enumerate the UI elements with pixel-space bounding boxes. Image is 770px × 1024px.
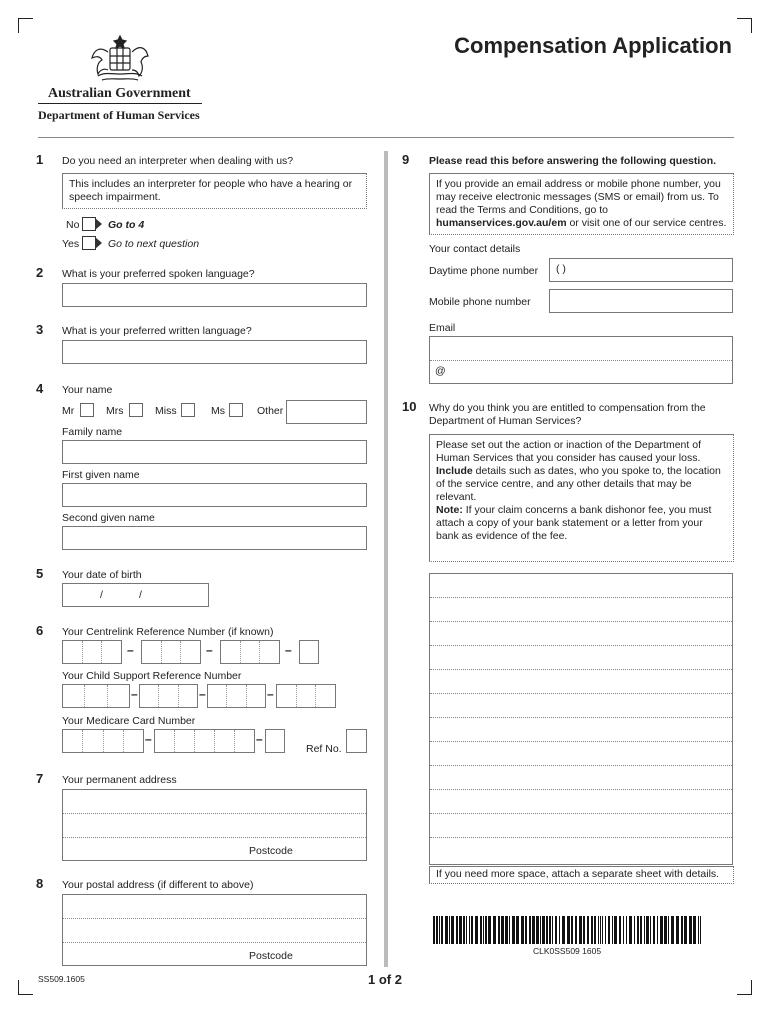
- q2-number: 2: [36, 265, 44, 280]
- email-label: Email: [429, 322, 456, 334]
- barcode-bar: [466, 916, 467, 944]
- barcode-bar: [456, 916, 458, 944]
- q6-number: 6: [36, 623, 44, 638]
- barcode-bar: [637, 916, 639, 944]
- barcode-bar: [626, 916, 627, 944]
- area-code-parens: ( ): [556, 263, 566, 275]
- q3-number: 3: [36, 322, 44, 337]
- title-miss-label: Miss: [155, 405, 177, 417]
- email-line: [430, 360, 732, 361]
- q1-yes-goto: Go to next question: [108, 238, 200, 250]
- q5-question: Your date of birth: [62, 569, 142, 581]
- barcode-bar: [475, 916, 478, 944]
- contact-details-label: Your contact details: [429, 243, 521, 255]
- q10-question: Why do you think you are entitled to compensation from the Department of Human Services?: [429, 402, 706, 427]
- barcode-bar: [549, 916, 551, 944]
- barcode-bar: [529, 916, 531, 944]
- q7-question: Your permanent address: [62, 774, 177, 786]
- barcode-bar: [619, 916, 621, 944]
- barcode-bar: [436, 916, 438, 944]
- address-line: [63, 837, 366, 838]
- form-code: SS509.1605: [38, 974, 85, 984]
- q10-note-paragraph: Note: If your claim concerns a bank dishonor fee, you must attach a copy of your bank statement or a letter from your bank as evidence of the fee.: [436, 504, 712, 542]
- second-name-label: Second given name: [62, 512, 155, 524]
- reason-line: [430, 693, 732, 694]
- q10-note: [429, 434, 734, 562]
- barcode-bar: [439, 916, 440, 944]
- q1-no-goto: Go to 4: [108, 219, 145, 231]
- barcode-bar: [693, 916, 696, 944]
- barcode-bar: [516, 916, 519, 944]
- second-name-input[interactable]: [62, 526, 367, 550]
- medicare-group-2[interactable]: [154, 729, 255, 753]
- barcode-bar: [540, 916, 541, 944]
- barcode-bar: [664, 916, 667, 944]
- barcode-bar: [463, 916, 465, 944]
- q1-no-label: No: [66, 219, 80, 231]
- postal-postcode-label: Postcode: [249, 950, 293, 962]
- barcode-bar: [594, 916, 596, 944]
- first-name-input[interactable]: [62, 483, 367, 507]
- barcode-bar: [684, 916, 687, 944]
- address-line: [63, 942, 366, 943]
- barcode-bar: [681, 916, 683, 944]
- barcode-bar: [634, 916, 635, 944]
- barcode-bar: [598, 916, 599, 944]
- family-name-label: Family name: [62, 426, 123, 438]
- crn-dash: –: [285, 643, 292, 657]
- barcode-bar: [471, 916, 473, 944]
- title-ms-label: Ms: [211, 405, 225, 417]
- crn-check-digit[interactable]: [299, 640, 319, 664]
- column-divider: [384, 151, 388, 967]
- dob-separator: /: [139, 589, 142, 601]
- barcode-bar: [542, 916, 545, 944]
- barcode-bar: [501, 916, 504, 944]
- csrn-group-3[interactable]: [207, 684, 266, 708]
- more-space-note: If you need more space, attach a separate sheet with details.: [429, 866, 734, 884]
- first-name-label: First given name: [62, 469, 140, 481]
- barcode-bar: [562, 916, 565, 944]
- title-mr-checkbox[interactable]: [80, 403, 94, 417]
- barcode-bar: [689, 916, 692, 944]
- q9-number: 9: [402, 152, 410, 167]
- medicare-dash: –: [256, 732, 263, 746]
- barcode-bar: [629, 916, 632, 944]
- crop-mark-bottom-right: [737, 980, 752, 995]
- title-miss-checkbox[interactable]: [181, 403, 195, 417]
- q10-note-paragraph: Include details such as dates, who you spoke to, the location of the service centre, and any other details that may be relevant.: [436, 465, 721, 503]
- barcode-bar: [449, 916, 450, 944]
- title-ms-checkbox[interactable]: [229, 403, 243, 417]
- reason-line: [430, 789, 732, 790]
- barcode-bar: [583, 916, 585, 944]
- barcode-bar: [612, 916, 613, 944]
- compensation-reason-input[interactable]: [429, 573, 733, 865]
- q1-no-checkbox[interactable]: [82, 217, 102, 231]
- q8-question: Your postal address (if different to above): [62, 879, 254, 891]
- csrn-dash: –: [199, 687, 206, 701]
- barcode-bar: [623, 916, 624, 944]
- government-name: Australian Government: [48, 86, 191, 101]
- spoken-language-input[interactable]: [62, 283, 367, 307]
- medicare-ref-input[interactable]: [346, 729, 367, 753]
- barcode-bar: [567, 916, 570, 944]
- barcode-bar: [433, 916, 435, 944]
- reason-line: [430, 717, 732, 718]
- reason-line: [430, 597, 732, 598]
- address-line: [63, 813, 366, 814]
- mobile-phone-label: Mobile phone number: [429, 296, 531, 308]
- q9-question: Please read this before answering the following question.: [429, 155, 717, 167]
- crop-mark-bottom-left: [18, 980, 33, 995]
- reason-line: [430, 765, 732, 766]
- daytime-phone-input[interactable]: [549, 258, 733, 282]
- barcode-bar: [676, 916, 679, 944]
- reason-line: [430, 621, 732, 622]
- medicare-group-1[interactable]: [62, 729, 144, 753]
- barcode-bar: [536, 916, 539, 944]
- q1-question: Do you need an interpreter when dealing with us?: [62, 155, 294, 167]
- csrn-label: Your Child Support Reference Number: [62, 670, 242, 682]
- barcode-bar: [451, 916, 454, 944]
- barcode-bar: [660, 916, 663, 944]
- crn-dash: –: [206, 643, 213, 657]
- barcode-bar: [700, 916, 701, 944]
- q4-question: Your name: [62, 384, 113, 396]
- daytime-phone-label: Daytime phone number: [429, 265, 539, 277]
- q10-number: 10: [402, 399, 417, 414]
- q2-question: What is your preferred spoken language?: [62, 268, 255, 280]
- medicare-dash: –: [145, 732, 152, 746]
- crn-group-1[interactable]: [62, 640, 122, 664]
- barcode-bar: [646, 916, 649, 944]
- barcode-bar: [521, 916, 524, 944]
- barcode-bar: [657, 916, 658, 944]
- reason-line: [430, 741, 732, 742]
- permanent-address-input[interactable]: [62, 789, 367, 861]
- q5-number: 5: [36, 566, 44, 581]
- barcode-bar: [483, 916, 484, 944]
- barcode-bar: [650, 916, 651, 944]
- q1-yes-label: Yes: [62, 238, 80, 250]
- barcode-bar: [600, 916, 601, 944]
- barcode-bar: [480, 916, 482, 944]
- barcode-bar: [493, 916, 496, 944]
- barcode-bar: [575, 916, 577, 944]
- barcode-bar: [445, 916, 448, 944]
- q1-note: This includes an interpreter for people who have a hearing or speech impairment.: [62, 173, 367, 209]
- title-rule: [38, 137, 734, 138]
- q3-question: What is your preferred written language?: [62, 325, 252, 337]
- dob-input[interactable]: [62, 583, 209, 607]
- barcode-bar: [614, 916, 617, 944]
- barcode-bar: [552, 916, 553, 944]
- postal-address-input[interactable]: [62, 894, 367, 966]
- crop-mark-top-right: [737, 18, 752, 33]
- barcode-bar: [441, 916, 443, 944]
- barcode-bar: [668, 916, 669, 944]
- dob-separator: /: [100, 589, 103, 601]
- barcode-bar: [559, 916, 560, 944]
- barcode-bar: [571, 916, 573, 944]
- csrn-group-1[interactable]: [62, 684, 130, 708]
- barcode-text: CLK0SS509 1605: [533, 946, 602, 956]
- barcode-bar: [532, 916, 535, 944]
- medicare-issue-digit[interactable]: [265, 729, 285, 753]
- mobile-phone-input[interactable]: [549, 289, 733, 313]
- email-at-sign: @: [435, 365, 446, 377]
- barcode-bar: [587, 916, 589, 944]
- q7-number: 7: [36, 771, 44, 786]
- barcode-bar: [485, 916, 487, 944]
- q4-number: 4: [36, 381, 44, 396]
- csrn-group-4[interactable]: [276, 684, 336, 708]
- title-other-input[interactable]: [286, 400, 367, 424]
- barcode-bar: [505, 916, 508, 944]
- title-mrs-checkbox[interactable]: [129, 403, 143, 417]
- header-rule: [38, 103, 202, 104]
- barcode-bar: [469, 916, 470, 944]
- barcode-bar: [459, 916, 462, 944]
- medicare-ref-label: Ref No.: [306, 743, 342, 755]
- crn-dash: –: [127, 643, 134, 657]
- crop-mark-top-left: [18, 18, 33, 33]
- q10-note-paragraph: Please set out the action or inaction of the Department of Human Services that you consider has caused your loss.: [436, 439, 701, 464]
- medicare-label: Your Medicare Card Number: [62, 715, 196, 727]
- barcode-bar: [509, 916, 510, 944]
- reason-line: [430, 813, 732, 814]
- barcode-bar: [579, 916, 582, 944]
- title-other-label: Other: [257, 405, 284, 417]
- barcode-bar: [546, 916, 548, 944]
- barcode-bar: [498, 916, 500, 944]
- crn-group-3[interactable]: [220, 640, 280, 664]
- barcode-bar: [653, 916, 655, 944]
- barcode-bar: [698, 916, 699, 944]
- written-language-input[interactable]: [62, 340, 367, 364]
- barcode-bar: [591, 916, 593, 944]
- csrn-group-2[interactable]: [139, 684, 198, 708]
- barcode-bar: [555, 916, 557, 944]
- barcode: [433, 916, 703, 944]
- barcode-bar: [644, 916, 645, 944]
- csrn-dash: –: [267, 687, 274, 701]
- q9-note: If you provide an email address or mobile phone number, you may receive electronic messages (SMS or email) from us. To read the Terms and Conditions, go to humanservices.gov.au/em or visit one of our service centres.: [429, 173, 734, 235]
- reason-line: [430, 645, 732, 646]
- family-name-input[interactable]: [62, 440, 367, 464]
- csrn-dash: –: [131, 687, 138, 701]
- address-line: [63, 918, 366, 919]
- reason-line: [430, 669, 732, 670]
- department-name: Department of Human Services: [38, 108, 200, 122]
- barcode-bar: [602, 916, 603, 944]
- q1-yes-checkbox[interactable]: [82, 236, 102, 250]
- permanent-postcode-label: Postcode: [249, 845, 293, 857]
- barcode-bar: [671, 916, 674, 944]
- q8-number: 8: [36, 876, 44, 891]
- barcode-bar: [640, 916, 642, 944]
- reason-line: [430, 837, 732, 838]
- page-number: 1 of 2: [368, 972, 402, 987]
- crn-group-2[interactable]: [141, 640, 201, 664]
- coat-of-arms-logo: [84, 32, 156, 84]
- barcode-bar: [488, 916, 491, 944]
- title-mrs-label: Mrs: [106, 405, 124, 417]
- page-title: Compensation Application: [454, 33, 732, 58]
- barcode-bar: [605, 916, 606, 944]
- title-mr-label: Mr: [62, 405, 75, 417]
- barcode-bar: [525, 916, 527, 944]
- barcode-bar: [512, 916, 515, 944]
- crn-label: Your Centrelink Reference Number (if known): [62, 626, 274, 638]
- barcode-bar: [608, 916, 610, 944]
- q1-number: 1: [36, 152, 44, 167]
